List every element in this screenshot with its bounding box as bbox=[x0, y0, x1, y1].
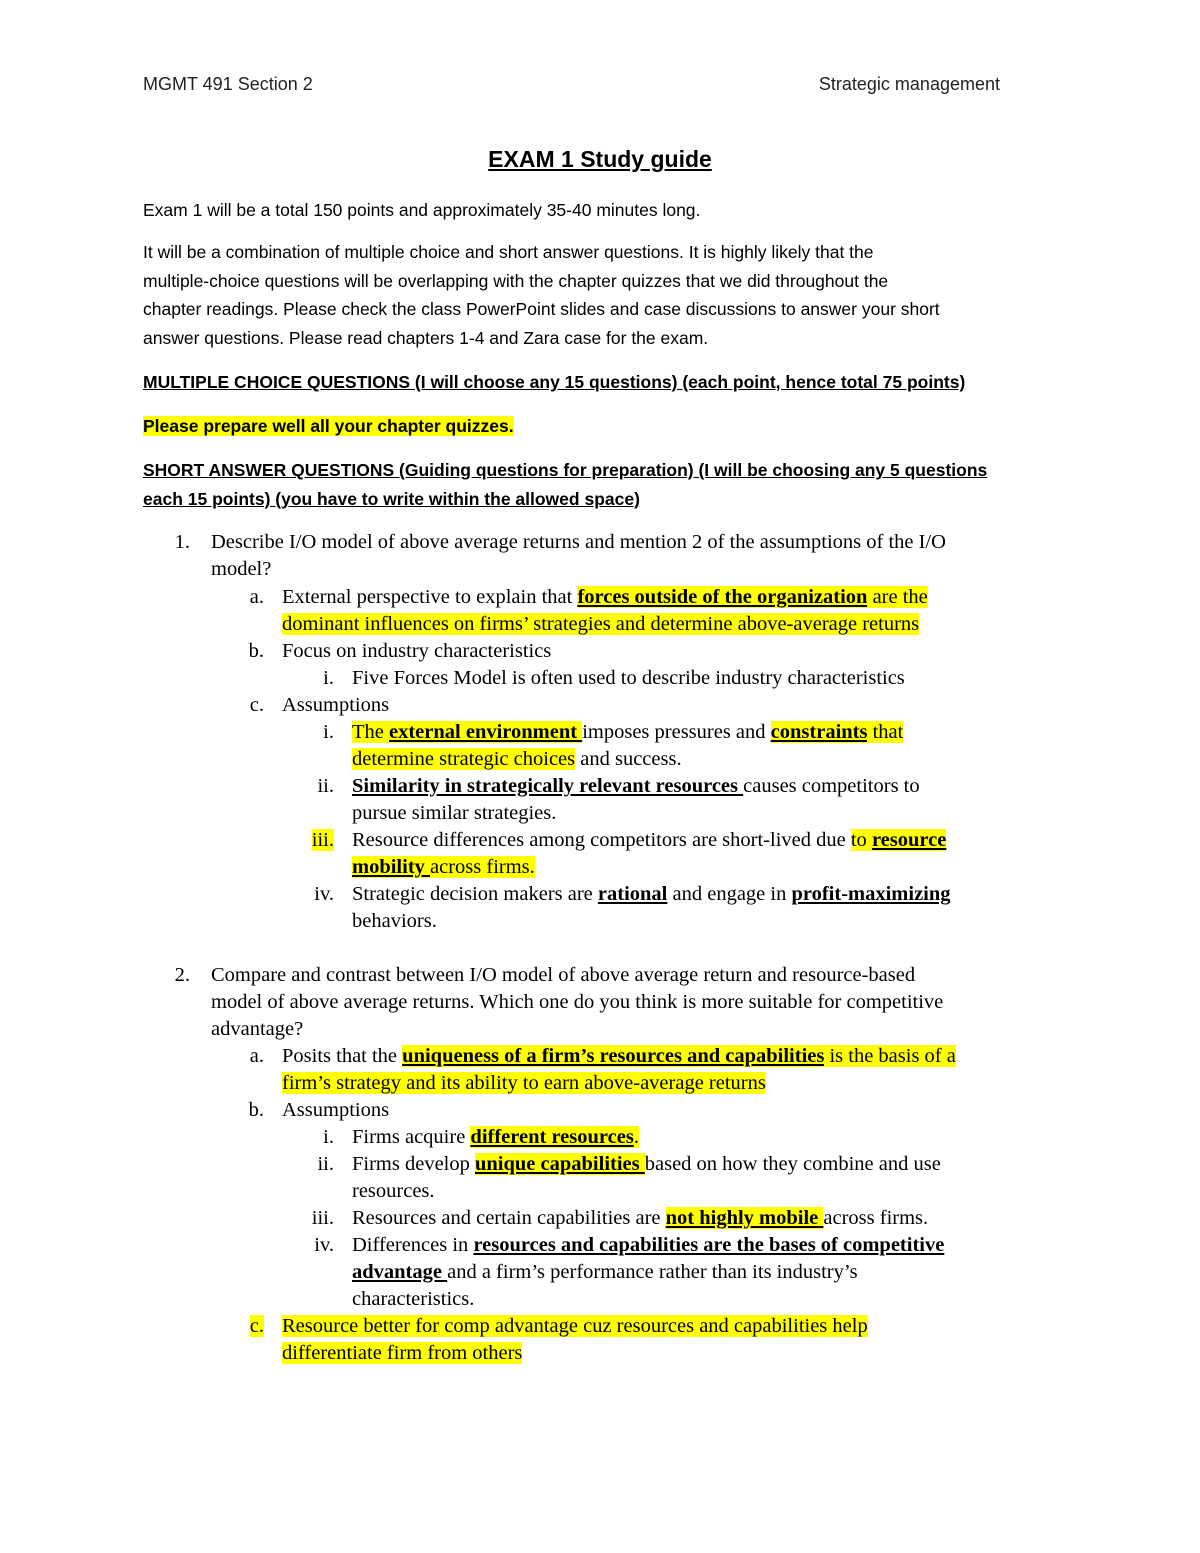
highlighted-text: determine strategic choices bbox=[352, 748, 576, 770]
list-marker: a. bbox=[249, 1045, 264, 1067]
highlighted-text: . bbox=[633, 1126, 639, 1148]
highlighted-text: that bbox=[867, 721, 904, 743]
header-course: MGMT 491 Section 2 bbox=[143, 74, 313, 94]
header-subject: Strategic management bbox=[818, 74, 1000, 94]
answer-text: Resources and certain capabilities are bbox=[352, 1207, 666, 1229]
list-marker: iii. bbox=[311, 1207, 334, 1229]
list-marker: b. bbox=[248, 1099, 264, 1121]
answer-text: and engage in bbox=[667, 883, 792, 905]
answer-1c: Assumptions bbox=[282, 694, 390, 716]
highlighted-text: Resource better for comp advantage cuz resources and capabilities help bbox=[282, 1315, 868, 1337]
highlighted-marker: iii. bbox=[311, 829, 334, 851]
intro-line: chapter readings. Please check the class PowerPoint slides and case discussions to answer your short bbox=[143, 299, 940, 319]
answer-text: characteristics. bbox=[352, 1288, 475, 1310]
answer-1b-i: Five Forces Model is often used to describe industry characteristics bbox=[352, 667, 905, 689]
answer-text: imposes pressures and bbox=[582, 721, 771, 743]
list-marker: iv. bbox=[314, 883, 334, 905]
list-marker: i. bbox=[323, 667, 334, 689]
list-marker: ii. bbox=[317, 775, 334, 797]
answer-1b: Focus on industry characteristics bbox=[282, 640, 552, 662]
question-number: 2. bbox=[174, 964, 190, 986]
answer-text: Posits that the bbox=[282, 1045, 403, 1067]
answer-text: Firms acquire bbox=[352, 1126, 471, 1148]
key-term: profit-maximizing bbox=[791, 883, 951, 905]
list-marker: b. bbox=[248, 640, 264, 662]
highlighted-text: to bbox=[850, 829, 872, 851]
answer-text: causes competitors to bbox=[743, 775, 920, 797]
list-marker bbox=[300, 827, 334, 854]
page-title: EXAM 1 Study guide bbox=[488, 146, 712, 172]
question-number: 1. bbox=[174, 531, 190, 553]
key-term: rational bbox=[597, 883, 668, 905]
highlighted-term: unique capabilities bbox=[475, 1153, 645, 1175]
question-line: Describe I/O model of above average returns and mention 2 of the assumptions of the I/O bbox=[211, 531, 946, 553]
key-term: Similarity in strategically relevant resources bbox=[352, 775, 744, 797]
answer-text: resources. bbox=[352, 1180, 435, 1202]
answer-2b-ii bbox=[352, 1151, 1072, 1205]
answer-text: across firms. bbox=[823, 1207, 929, 1229]
list-marker: c. bbox=[249, 694, 264, 716]
question-line: model? bbox=[211, 558, 272, 580]
answer-2b-iii bbox=[352, 1205, 1072, 1232]
answer-2b: Assumptions bbox=[282, 1099, 390, 1121]
answer-2b-i bbox=[352, 1124, 1072, 1151]
list-marker: iv. bbox=[314, 1234, 334, 1256]
saq-heading bbox=[143, 456, 1023, 513]
intro-paragraph bbox=[143, 238, 1023, 352]
intro-line: answer questions. Please read chapters 1-4 and Zara case for the exam. bbox=[143, 327, 709, 348]
answer-2b-iv bbox=[352, 1232, 1072, 1313]
mcq-heading: MULTIPLE CHOICE QUESTIONS (I will choose any 15 questions) (each point, hence total 75 points) bbox=[143, 372, 966, 392]
question-1-text bbox=[211, 529, 1071, 583]
saq-heading-line: each 15 points) (you have to write within the allowed space) bbox=[143, 488, 640, 509]
answer-1c-i bbox=[352, 719, 1072, 773]
question-line: advantage? bbox=[211, 1018, 304, 1040]
question-2-text bbox=[211, 962, 1081, 1043]
answer-text: Strategic decision makers are bbox=[352, 883, 598, 905]
highlighted-text: are the bbox=[867, 586, 928, 608]
key-term: advantage bbox=[352, 1261, 448, 1283]
answer-2a bbox=[282, 1043, 1082, 1097]
intro-line: Exam 1 will be a total 150 points and approximately 35-40 minutes long. bbox=[143, 200, 701, 220]
answer-1c-iv bbox=[352, 881, 1072, 935]
highlighted-text: is the basis of a bbox=[824, 1045, 956, 1067]
answer-text: behaviors. bbox=[352, 910, 437, 932]
answer-2c bbox=[282, 1313, 1082, 1367]
highlighted-term: constraints bbox=[770, 721, 868, 743]
highlighted-text: The bbox=[352, 721, 389, 743]
answer-text: External perspective to explain that bbox=[282, 586, 578, 608]
mcq-note bbox=[143, 412, 1023, 441]
list-marker: i. bbox=[323, 721, 334, 743]
highlighted-term: uniqueness of a firm’s resources and capabilities bbox=[402, 1045, 825, 1067]
question-line: Compare and contrast between I/O model of above average return and resource-based bbox=[211, 964, 916, 986]
highlighted-term: mobility bbox=[352, 856, 431, 878]
answer-1a bbox=[282, 584, 1082, 638]
question-line: model of above average returns. Which one do you think is more suitable for competitive bbox=[211, 991, 944, 1013]
answer-text: based on how they combine and use bbox=[644, 1153, 941, 1175]
highlighted-text: dominant influences on firms’ strategies and determine above-average returns bbox=[282, 613, 920, 635]
key-term: resources and capabilities are the bases of competitive bbox=[473, 1234, 945, 1256]
saq-heading-line: SHORT ANSWER QUESTIONS (Guiding questions for preparation) (I will be choosing any 5 questions bbox=[143, 460, 988, 480]
answer-text: and success. bbox=[575, 748, 682, 770]
answer-1c-iii bbox=[352, 827, 1072, 881]
answer-text: and a firm’s performance rather than its industry’s bbox=[447, 1261, 858, 1283]
highlighted-marker: c. bbox=[249, 1315, 264, 1337]
answer-1c-ii bbox=[352, 773, 1072, 827]
intro-line: multiple-choice questions will be overlapping with the chapter quizzes that we did throughout the bbox=[143, 270, 889, 291]
answer-text: Differences in bbox=[352, 1234, 474, 1256]
mcq-note-text: Please prepare well all your chapter quizzes. bbox=[143, 416, 514, 436]
highlighted-term: resource bbox=[871, 829, 947, 851]
list-marker: ii. bbox=[317, 1153, 334, 1175]
list-marker: a. bbox=[249, 586, 264, 608]
answer-text: Firms develop bbox=[352, 1153, 475, 1175]
list-marker: i. bbox=[323, 1126, 334, 1148]
highlighted-term: different resources bbox=[470, 1126, 634, 1148]
intro-line: It will be a combination of multiple choice and short answer questions. It is highly likely that the bbox=[143, 242, 874, 262]
highlighted-text: differentiate firm from others bbox=[282, 1342, 523, 1364]
answer-text: pursue similar strategies. bbox=[352, 802, 557, 824]
answer-text: Resource differences among competitors are short-lived due bbox=[352, 829, 851, 851]
highlighted-text: across firms. bbox=[430, 856, 535, 878]
list-marker bbox=[230, 1313, 264, 1340]
highlighted-text: firm’s strategy and its ability to earn above-average returns bbox=[282, 1072, 766, 1094]
highlighted-term: not highly mobile bbox=[665, 1207, 824, 1229]
highlighted-term: external environment bbox=[389, 721, 583, 743]
highlighted-term: forces outside of the organization bbox=[577, 586, 868, 608]
